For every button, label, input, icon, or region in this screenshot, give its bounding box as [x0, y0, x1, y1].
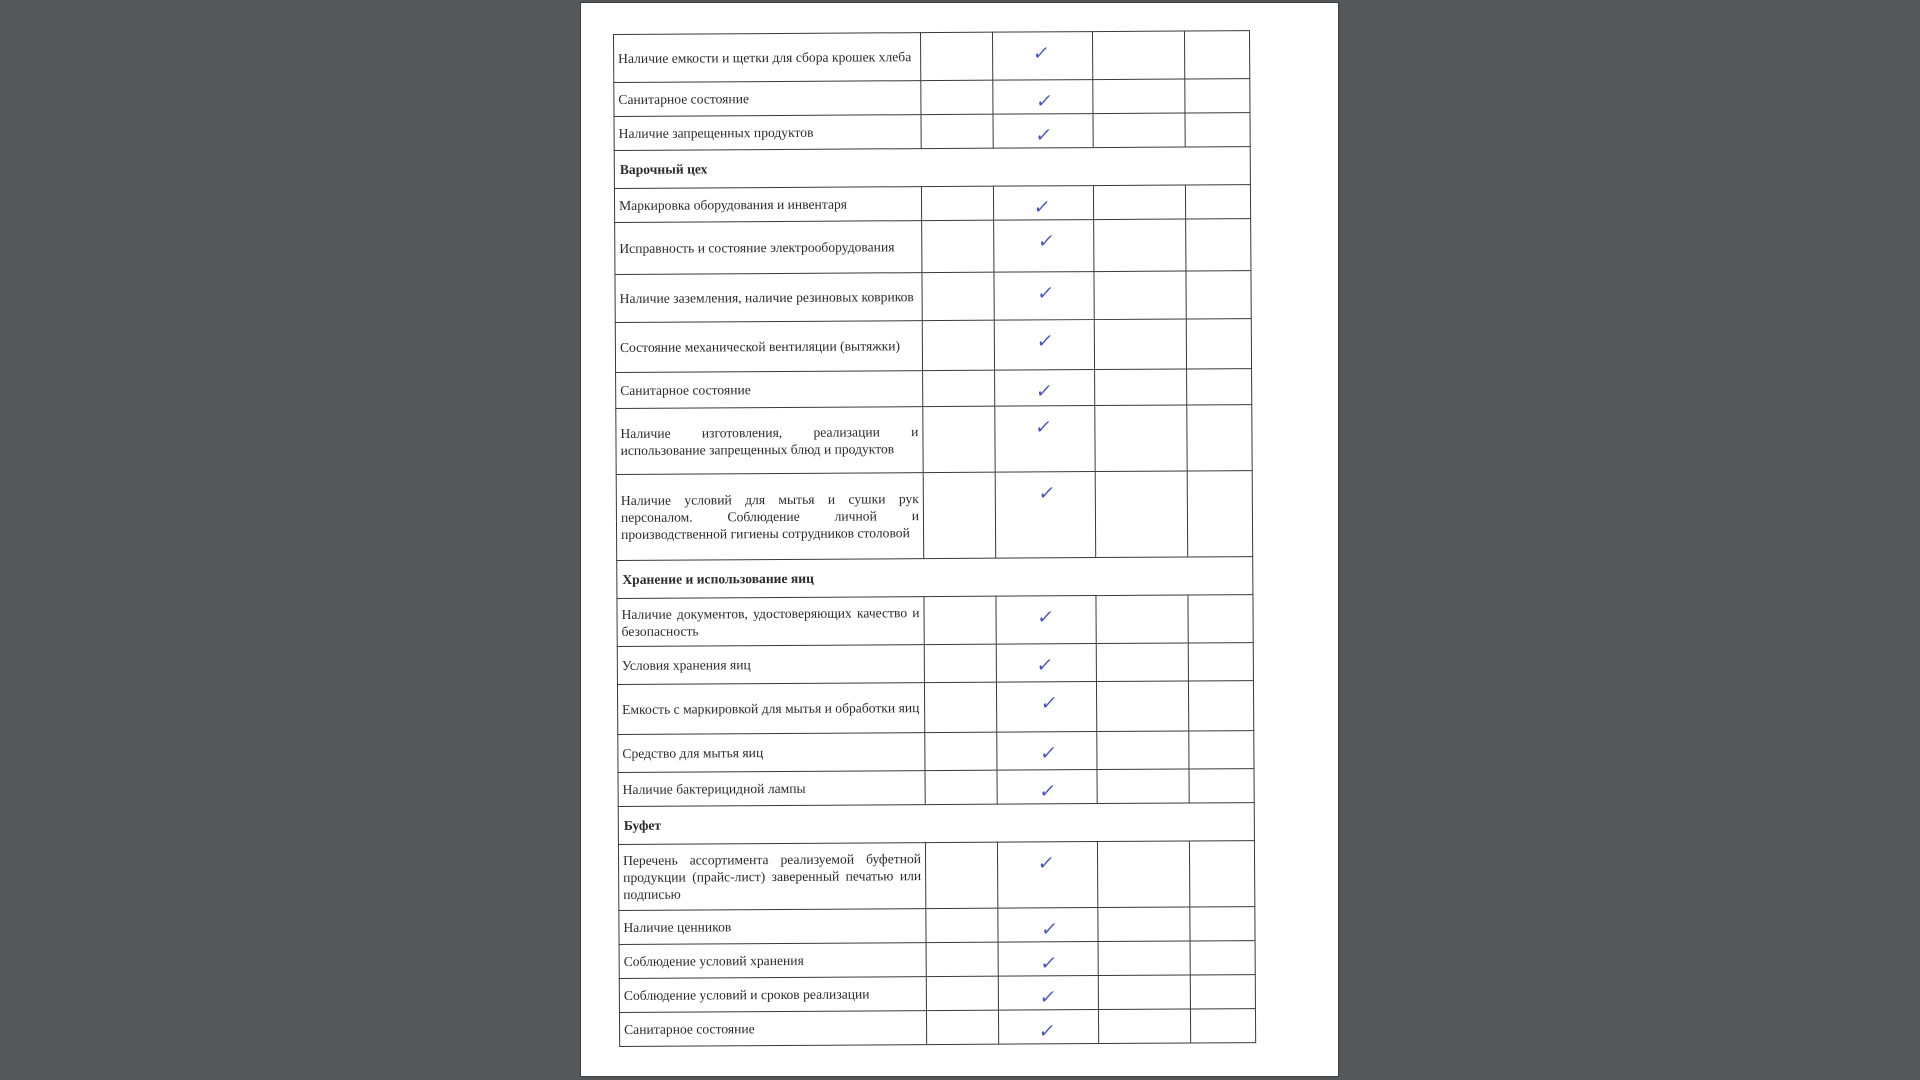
checkmark-icon: ✓	[1038, 986, 1058, 1009]
check-cell	[993, 80, 1093, 115]
check-cell	[996, 644, 1096, 683]
empty-cell	[925, 732, 997, 770]
checkmark-icon: ✓	[1037, 482, 1057, 505]
item-label: Средство для мытья яиц	[618, 733, 925, 773]
check-cell	[994, 272, 1094, 321]
checkmark-icon: ✓	[1033, 124, 1054, 147]
checklist-sheet	[613, 30, 1255, 1047]
checklist-row	[619, 907, 1255, 945]
empty-cell	[923, 406, 995, 472]
check-cell	[995, 406, 1095, 473]
item-label: Маркировка оборудования и инвентаря	[614, 187, 921, 223]
empty-cell	[1188, 595, 1253, 643]
empty-cell	[1095, 405, 1187, 472]
item-label: Наличие запрещенных продуктов	[614, 115, 921, 151]
empty-cell	[925, 842, 997, 908]
empty-cell	[924, 596, 996, 644]
checkmark-icon: ✓	[1036, 230, 1056, 253]
check-cell	[998, 908, 1098, 943]
empty-cell	[1188, 643, 1253, 681]
empty-cell	[1093, 79, 1185, 114]
item-label: Соблюдение условий хранения	[619, 943, 926, 979]
checkmark-icon: ✓	[1037, 1020, 1058, 1043]
empty-cell	[924, 682, 996, 732]
checkmark-icon: ✓	[1039, 918, 1060, 941]
empty-cell	[1190, 975, 1255, 1009]
empty-cell	[920, 32, 992, 80]
item-label: Наличие документов, удостоверяющих качество и безопасность	[617, 597, 924, 647]
checkmark-icon: ✓	[1035, 282, 1056, 305]
checklist-row	[616, 405, 1252, 475]
checklist-row	[619, 941, 1255, 979]
check-cell	[997, 770, 1097, 805]
empty-cell	[1186, 319, 1251, 369]
empty-cell	[1098, 907, 1190, 942]
item-label: Наличие условий для мытья и сушки рук персоналом. Соблюдение личной и производственной гигиены сотрудников столовой	[616, 473, 924, 561]
empty-cell	[1185, 185, 1250, 219]
empty-cell	[1096, 595, 1188, 644]
empty-cell	[1097, 841, 1189, 908]
checklist-row	[614, 113, 1250, 151]
empty-cell	[923, 370, 995, 406]
empty-cell	[1098, 1009, 1190, 1044]
empty-cell	[1186, 271, 1251, 319]
checklist-row	[614, 79, 1250, 117]
item-label: Условия хранения яиц	[617, 645, 924, 685]
empty-cell	[1098, 941, 1190, 976]
empty-cell	[926, 976, 998, 1010]
empty-cell	[1186, 219, 1251, 271]
empty-cell	[1094, 219, 1186, 272]
empty-cell	[926, 908, 998, 942]
checkmark-icon: ✓	[1038, 692, 1059, 715]
empty-cell	[921, 114, 993, 148]
empty-cell	[921, 80, 993, 114]
check-cell	[996, 682, 1096, 733]
checklist-row	[614, 31, 1250, 83]
section-row	[617, 557, 1253, 599]
item-label: Емкость с маркировкой для мытья и обработки яиц	[617, 683, 924, 735]
checkmark-icon: ✓	[1033, 380, 1054, 403]
empty-cell	[1184, 31, 1249, 79]
document-page	[581, 3, 1338, 1076]
check-cell	[995, 472, 1096, 559]
item-label: Санитарное состояние	[616, 371, 923, 409]
empty-cell	[923, 472, 996, 558]
empty-cell	[924, 644, 996, 682]
empty-cell	[1185, 113, 1250, 147]
check-cell	[997, 842, 1097, 909]
check-cell	[995, 370, 1095, 407]
checkmark-icon: ✓	[1035, 852, 1056, 875]
checklist-row	[618, 841, 1254, 911]
check-cell	[998, 976, 1098, 1011]
checkmark-icon: ✓	[1038, 742, 1058, 765]
checklist-row	[615, 219, 1251, 275]
section-title: Хранение и использование яиц	[617, 557, 1253, 599]
checklist-table	[613, 30, 1256, 1047]
empty-cell	[926, 942, 998, 976]
checklist-row	[617, 595, 1253, 647]
empty-cell	[1093, 113, 1185, 148]
empty-cell	[925, 770, 997, 804]
check-cell	[996, 596, 1096, 645]
item-label: Наличие заземления, наличие резиновых ковриков	[615, 273, 922, 323]
empty-cell	[1093, 185, 1185, 220]
checklist-row	[615, 319, 1251, 373]
empty-cell	[1095, 369, 1187, 406]
checkmark-icon: ✓	[1037, 780, 1058, 803]
empty-cell	[1097, 769, 1189, 804]
empty-cell	[1187, 405, 1252, 471]
checklist-row	[618, 769, 1254, 807]
checkmark-icon: ✓	[1035, 654, 1055, 677]
checkmark-icon: ✓	[1035, 606, 1056, 629]
empty-cell	[926, 1010, 998, 1044]
empty-cell	[1094, 319, 1186, 370]
check-cell	[992, 32, 1092, 81]
item-label: Наличие бактерицидной лампы	[618, 771, 925, 807]
empty-cell	[1190, 941, 1255, 975]
section-row	[614, 147, 1250, 189]
empty-cell	[1189, 769, 1254, 803]
empty-cell	[1092, 31, 1184, 80]
item-label: Перечень ассортимента реализуемой буфетной продукции (прайс-лист) заверенный печатью или подписью	[618, 843, 925, 911]
empty-cell	[1188, 681, 1253, 731]
empty-cell	[1095, 471, 1188, 558]
item-label: Санитарное состояние	[619, 1011, 926, 1047]
checklist-row	[617, 643, 1253, 685]
empty-cell	[1098, 975, 1190, 1010]
section-title: Буфет	[618, 803, 1254, 845]
check-cell	[998, 942, 1098, 977]
item-label: Состояние механической вентиляции (вытяжки)	[615, 321, 922, 373]
checkmark-icon: ✓	[1034, 90, 1055, 113]
item-label: Соблюдение условий и сроков реализации	[619, 977, 926, 1013]
item-label: Наличие изготовления, реализации и использование запрещенных блюд и продуктов	[616, 407, 923, 475]
empty-cell	[1096, 681, 1188, 732]
section-row	[618, 803, 1254, 845]
checklist-row	[616, 471, 1253, 561]
checklist-row	[616, 369, 1252, 409]
item-label: Наличие ценников	[619, 909, 926, 945]
item-label: Санитарное состояние	[614, 81, 921, 117]
empty-cell	[1094, 271, 1186, 320]
section-title: Варочный цех	[614, 147, 1250, 189]
checkmark-icon: ✓	[1034, 330, 1055, 353]
empty-cell	[1189, 841, 1254, 907]
empty-cell	[1189, 731, 1254, 769]
empty-cell	[922, 272, 994, 320]
checklist-row	[615, 271, 1251, 323]
empty-cell	[921, 186, 993, 220]
check-cell	[993, 114, 1093, 149]
checklist-row	[619, 1009, 1255, 1047]
checklist-row	[618, 731, 1254, 773]
checklist-row	[617, 681, 1253, 735]
checklist-rows	[614, 31, 1256, 1047]
checklist-row	[619, 975, 1255, 1013]
empty-cell	[1187, 369, 1252, 405]
item-label: Исправность и состояние электрооборудования	[615, 221, 922, 275]
checkmark-icon: ✓	[1030, 42, 1051, 65]
check-cell	[998, 1010, 1098, 1045]
empty-cell	[1190, 907, 1255, 941]
empty-cell	[1187, 471, 1253, 557]
checkmark-icon: ✓	[1033, 416, 1053, 439]
empty-cell	[1185, 79, 1250, 113]
item-label: Наличие емкости и щетки для сбора крошек хлеба	[614, 33, 921, 83]
checkmark-icon: ✓	[1032, 196, 1052, 219]
empty-cell	[1096, 643, 1188, 682]
check-cell	[993, 186, 1093, 221]
check-cell	[994, 320, 1094, 371]
empty-cell	[922, 220, 994, 272]
checkmark-icon: ✓	[1038, 952, 1059, 975]
check-cell	[994, 220, 1094, 273]
empty-cell	[1190, 1009, 1255, 1043]
empty-cell	[1097, 731, 1189, 770]
checklist-row	[614, 185, 1250, 223]
empty-cell	[922, 320, 994, 370]
check-cell	[997, 732, 1097, 771]
